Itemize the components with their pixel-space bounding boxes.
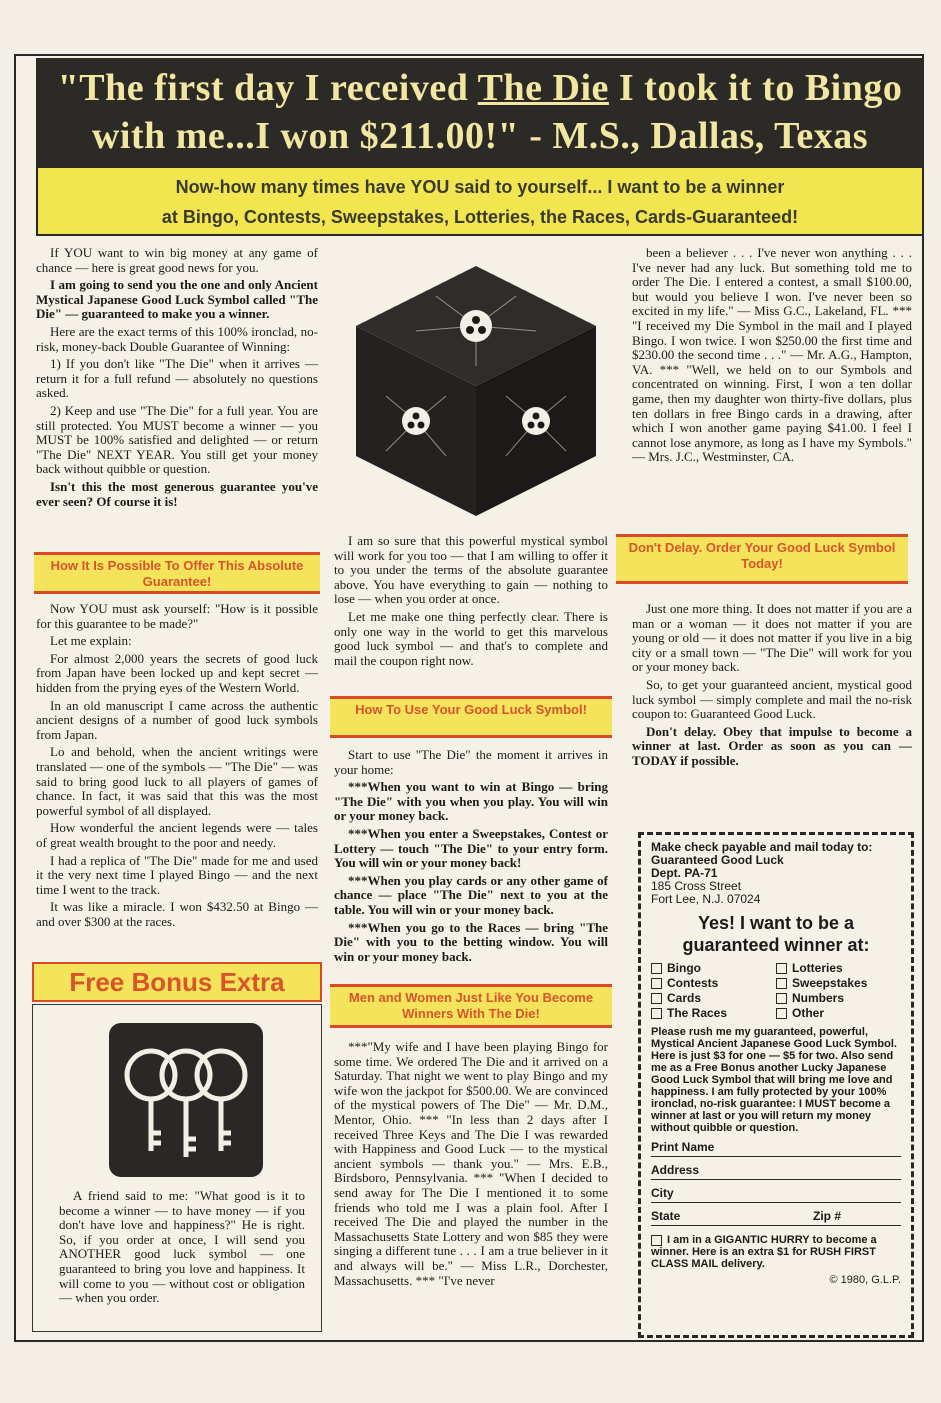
left-column-bottom — [36, 602, 318, 932]
paragraph: ***When you play cards or any other game of chance — place "The Die" next to you at the table. You will win or your money back. — [334, 872, 608, 917]
print-name-field[interactable]: Print Name — [651, 1134, 901, 1157]
paragraph: I had a replica of "The Die" made for me and used it the very next time I played Bingo — and the next time I went to the track. — [36, 852, 318, 897]
advertisement-page — [14, 54, 924, 1342]
address-field[interactable]: Address — [651, 1157, 901, 1180]
headline-line-2: with me...I won $211.00!" - M.S., Dallas, Texas — [91, 115, 869, 157]
option-cards[interactable]: Cards — [651, 992, 776, 1005]
subheadline-line-1: Now-how many times have YOU said to yourself... I want to be a winner — [175, 177, 785, 197]
headline-banner — [36, 58, 924, 166]
state-zip-field[interactable]: State Zip # — [651, 1203, 901, 1226]
option-lotteries[interactable]: Lotteries — [776, 962, 901, 975]
checkbox[interactable] — [776, 993, 787, 1004]
checkbox[interactable] — [776, 1008, 787, 1019]
paragraph: Let me make one thing perfectly clear. There is only one way in the world to get this marvelous good luck symbol — and that's to complete and mail the coupon right now. — [334, 608, 608, 668]
paragraph: been a believer . . . I've never won anything . . . I've never had any luck. But something told me to order The Die. I entered a contest, a small $100.00, but would you believe I won. I've never been so excited in my life." — Miss G.C., Lakeland, FL. *** "I received my Die Symbol in the mail and I played Bingo. I won twice. I won $250.00 the first time and $230.00 the second time . . ." — Mr. A.G., Hampton, VA. *** "Well, we held on to our Symbols and concentrated on winning. First, I won a ten dollar game, then my daughter won thirty-five dollars, plus ten dollars in free Bingo cards in a drawing, after which I won another game paying $41.00. I feel I cannot lose anymore, as long as I have my Symbols." — Mrs. J.C., Westminster, CA. — [632, 245, 912, 465]
coupon-dept: Dept. PA-71 — [651, 866, 718, 880]
subheadline-line-2: at Bingo, Contests, Sweepstakes, Lotteries, the Races, Cards-Guaranteed! — [161, 207, 799, 227]
copyright: © 1980, G.L.P. — [829, 1274, 901, 1286]
paragraph: ***"My wife and I have been playing Bingo for some time. We ordered The Die and it arrived on a Saturday. That night we went to play Bingo and my wife won the jackpot for $500.00. We are convinced of the mystical powers of The Die" — Mr. D.M., Mentor, Ohio. *** "In less than 2 days after I received Three Keys and The Die I was rewarded with Happiness and Good Luck — to the mystical ancient symbols — thank you." — Mrs. E.B., Birdsboro, Pennsylvania. *** "When I decided to send away for The Die I mentioned it to some friends who told me I was a plain fool. After I received The Die and played the number in the Massachusetts State Lottery and won $85 they were singing a different tune . . . I am a true believer in it and always will be." — Miss L.R., Dorchester, Massachusetts. *** "I've never — [334, 1039, 608, 1288]
bonus-text: A friend said to me: "What good is it to become a winner — to have money — if you don't have love and happiness?" He is right. So, if you order at once, I will send you ANOTHER good luck symbol — one guaranteed to bring you love and happiness. It will come to you — without cost or obligation — when you order. — [59, 1188, 305, 1306]
paragraph: If YOU want to win big money at any game of chance — here is great good news for you. — [36, 245, 318, 275]
checkbox[interactable] — [776, 963, 787, 974]
three-keys-icon — [109, 1023, 263, 1177]
coupon-street: 185 Cross Street — [651, 879, 742, 893]
paragraph: Don't delay. Obey that impulse to become a winner at last. Order as soon as you can — TODAY if possible. — [632, 723, 912, 768]
paragraph: 1) If you don't like "The Die" when it arrives — return it for a full refund — absolutely no questions asked. — [36, 356, 318, 401]
paragraph: Lo and behold, when the ancient writings were translated — one of the symbols — "The Die" — was said to bring good luck to all players of games of chance. In fact, it was said that this was the most powerful symbol of all displayed. — [36, 744, 318, 818]
subheadline-banner — [36, 166, 924, 236]
right-column-bottom — [632, 602, 912, 772]
paragraph: How wonderful the ancient legends were — tales of great wealth brought to the poor and needy. — [36, 820, 318, 850]
coupon-mail-instruction: Make check payable and mail today to: — [651, 840, 873, 854]
checkbox[interactable] — [651, 1008, 662, 1019]
die-illustration-icon — [346, 256, 606, 526]
checkbox[interactable] — [651, 978, 662, 989]
right-column-top — [632, 246, 912, 468]
banner-dont-delay: Don't Delay. Order Your Good Luck Symbol Today! — [616, 534, 908, 584]
paragraph: It was like a miracle. I won $432.50 at Bingo — and over $300 at the races. — [36, 899, 318, 929]
paragraph: Now YOU must ask yourself: "How is it possible for this guarantee to be made?" — [36, 601, 318, 631]
coupon-options — [651, 962, 901, 1020]
middle-column-top — [334, 534, 608, 671]
banner-guarantee: How It Is Possible To Offer This Absolute Guarantee! — [34, 552, 320, 594]
paragraph: Isn't this the most generous guarantee you've ever seen? Of course it is! — [36, 478, 318, 509]
coupon-company: Guaranteed Good Luck — [651, 853, 784, 867]
paragraph: For almost 2,000 years the secrets of good luck from Japan have been locked up and kept secret — hidden from the prying eyes of the Western World. — [36, 650, 318, 695]
paragraph: 2) Keep and use "The Die" for a full year. You are still protected. You MUST become a winner — you MUST be 100% satisfied and delighted — or return "The Die" NEXT YEAR. You still get your money back without quibble or question. — [36, 402, 318, 477]
paragraph: In an old manuscript I came across the authentic ancient designs of a number of good luck symbols from Japan. — [36, 697, 318, 742]
paragraph: ***When you enter a Sweepstakes, Contest or Lottery — touch "The Die" to your entry form. You will win or your money back! — [334, 825, 608, 871]
paragraph: ***When you want to win at Bingo — bring "The Die" with you when you play. You will win or your money back. — [334, 779, 608, 824]
option-numbers[interactable]: Numbers — [776, 992, 901, 1005]
left-column-top — [36, 246, 318, 512]
rush-option[interactable]: I am in a GIGANTIC HURRY to become a winner. Here is an extra $1 for RUSH FIRST CLASS MAIL delivery. — [651, 1234, 877, 1270]
bonus-title: Free Bonus Extra — [32, 962, 322, 1002]
checkbox[interactable] — [651, 963, 662, 974]
paragraph: I am so sure that this powerful mystical symbol will work for you too — that I am willing to offer it to you under the terms of the absolute guarantee above. You have everything to gain — nothing to lose — when you order at once. — [334, 533, 608, 607]
paragraph: Let me explain: — [50, 633, 132, 649]
checkbox[interactable] — [651, 1235, 662, 1246]
paragraph: I am going to send you the one and only Ancient Mystical Japanese Good Luck Symbol called "The Die" — guaranteed to make you a winner. — [36, 277, 318, 322]
option-contests[interactable]: Contests — [651, 977, 776, 990]
bonus-text-block — [59, 1189, 305, 1309]
middle-column-testimonials — [334, 1040, 608, 1291]
headline-line-1: "The first day I received The Die I took it to Bingo — [57, 67, 903, 109]
banner-winners: Men and Women Just Like You Become Winners With The Die! — [330, 984, 612, 1028]
paragraph: Here are the exact terms of this 100% ironclad, no-risk, money-back Double Guarantee of Winning: — [36, 323, 318, 354]
option-sweepstakes[interactable]: Sweepstakes — [776, 977, 901, 990]
checkbox[interactable] — [651, 993, 662, 1004]
coupon-terms: Please rush me my guaranteed, powerful, Mystical Ancient Japanese Good Luck Symbol. Here is just $3 for one — $5 for two. Also send me as a Free Bonus another Lucky Japanese Good Luck Symbol that will bring me love and happiness. I am fully protected by your 100% ironclad, no-risk guarantee: I MUST become a winner at last or you will return my money without quibble or question. — [651, 1026, 897, 1134]
coupon-city: Fort Lee, N.J. 07024 — [651, 892, 761, 906]
middle-column-uses — [334, 748, 608, 967]
banner-how-to-use: How To Use Your Good Luck Symbol! — [330, 696, 612, 738]
paragraph: ***When you go to the Races — bring "The Die" with you to the betting window. You will win or your money back. — [334, 919, 608, 964]
coupon-yes-heading: Yes! I want to be a guaranteed winner at: — [682, 913, 870, 955]
paragraph: Just one more thing. It does not matter if you are a man or a woman — it does not matter if you are young or old — it does not matter if you live in a big city or a small town — "The Die" will work for you or your money back. — [632, 601, 912, 675]
paragraph: So, to get your guaranteed ancient, mystical good luck symbol — simply complete and mail the no-risk coupon to: Guaranteed Good Luck. — [632, 676, 912, 722]
option-other[interactable]: Other — [776, 1007, 901, 1020]
option-bingo[interactable]: Bingo — [651, 962, 776, 975]
order-coupon — [638, 832, 914, 1338]
option-races[interactable]: The Races — [651, 1007, 776, 1020]
paragraph: Start to use "The Die" the moment it arrives in your home: — [334, 747, 608, 777]
bonus-box — [32, 1004, 322, 1332]
city-field[interactable]: City — [651, 1180, 901, 1203]
checkbox[interactable] — [776, 978, 787, 989]
